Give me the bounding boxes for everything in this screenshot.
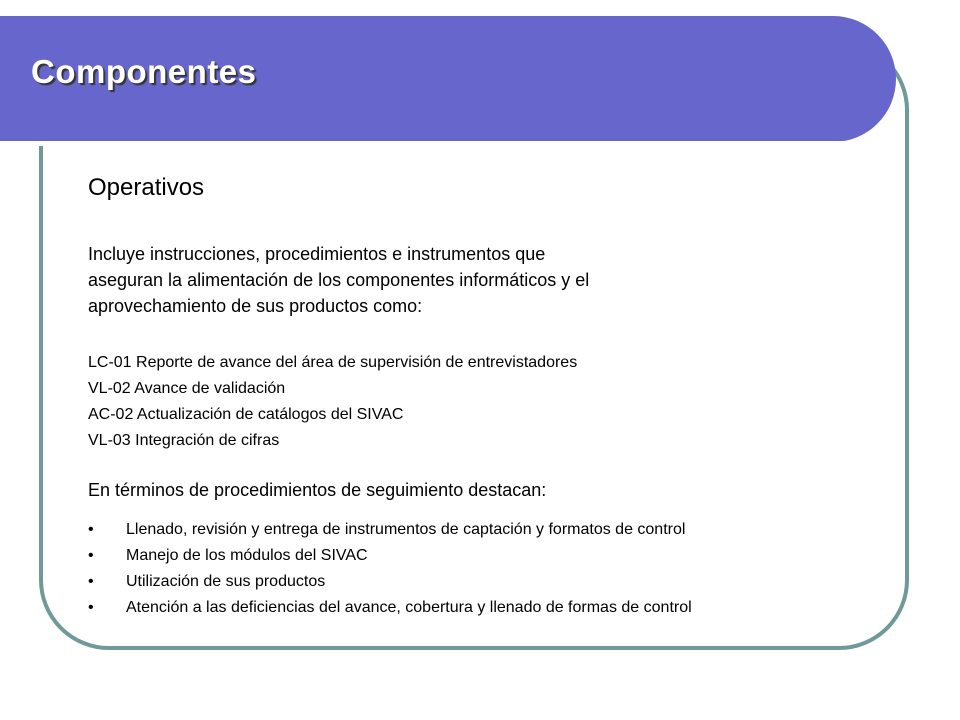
bullet-text: Llenado, revisión y entrega de instrumentos de captación y formatos de control bbox=[126, 521, 686, 538]
slide-body bbox=[88, 168, 888, 621]
bullet-item bbox=[88, 517, 888, 543]
bullet-list bbox=[88, 517, 888, 621]
code-list bbox=[88, 350, 888, 454]
title-underline bbox=[0, 141, 848, 146]
intro-line: Incluye instrucciones, procedimientos e instrumentos que bbox=[88, 244, 546, 264]
intro-line: aseguran la alimentación de los componentes informáticos y el bbox=[88, 270, 590, 290]
procedures-heading: En términos de procedimientos de seguimiento destacan: bbox=[88, 480, 547, 500]
bullet-icon: • bbox=[88, 573, 94, 590]
bullet-text: Atención a las deficiencias del avance, cobertura y llenado de formas de control bbox=[126, 599, 692, 616]
bullet-icon: • bbox=[88, 599, 94, 616]
code-item: VL-03 Integración de cifras bbox=[88, 432, 280, 449]
bullet-text: Utilización de sus productos bbox=[126, 573, 326, 590]
bullet-item bbox=[88, 569, 888, 595]
bullet-item bbox=[88, 543, 888, 569]
bullet-icon: • bbox=[88, 547, 94, 564]
section-heading: Operativos bbox=[88, 174, 205, 201]
intro-paragraph bbox=[88, 241, 788, 319]
code-item: VL-02 Avance de validación bbox=[88, 380, 286, 397]
bullet-item bbox=[88, 595, 888, 621]
page-title: Componentes bbox=[31, 53, 257, 90]
code-item: LC-01 Reporte de avance del área de supervisión de entrevistadores bbox=[88, 354, 578, 371]
bullet-text: Manejo de los módulos del SIVAC bbox=[126, 547, 368, 564]
bullet-icon: • bbox=[88, 521, 94, 538]
code-item: AC-02 Actualización de catálogos del SIVAC bbox=[88, 406, 404, 423]
intro-line: aprovechamiento de sus productos como: bbox=[88, 296, 423, 316]
